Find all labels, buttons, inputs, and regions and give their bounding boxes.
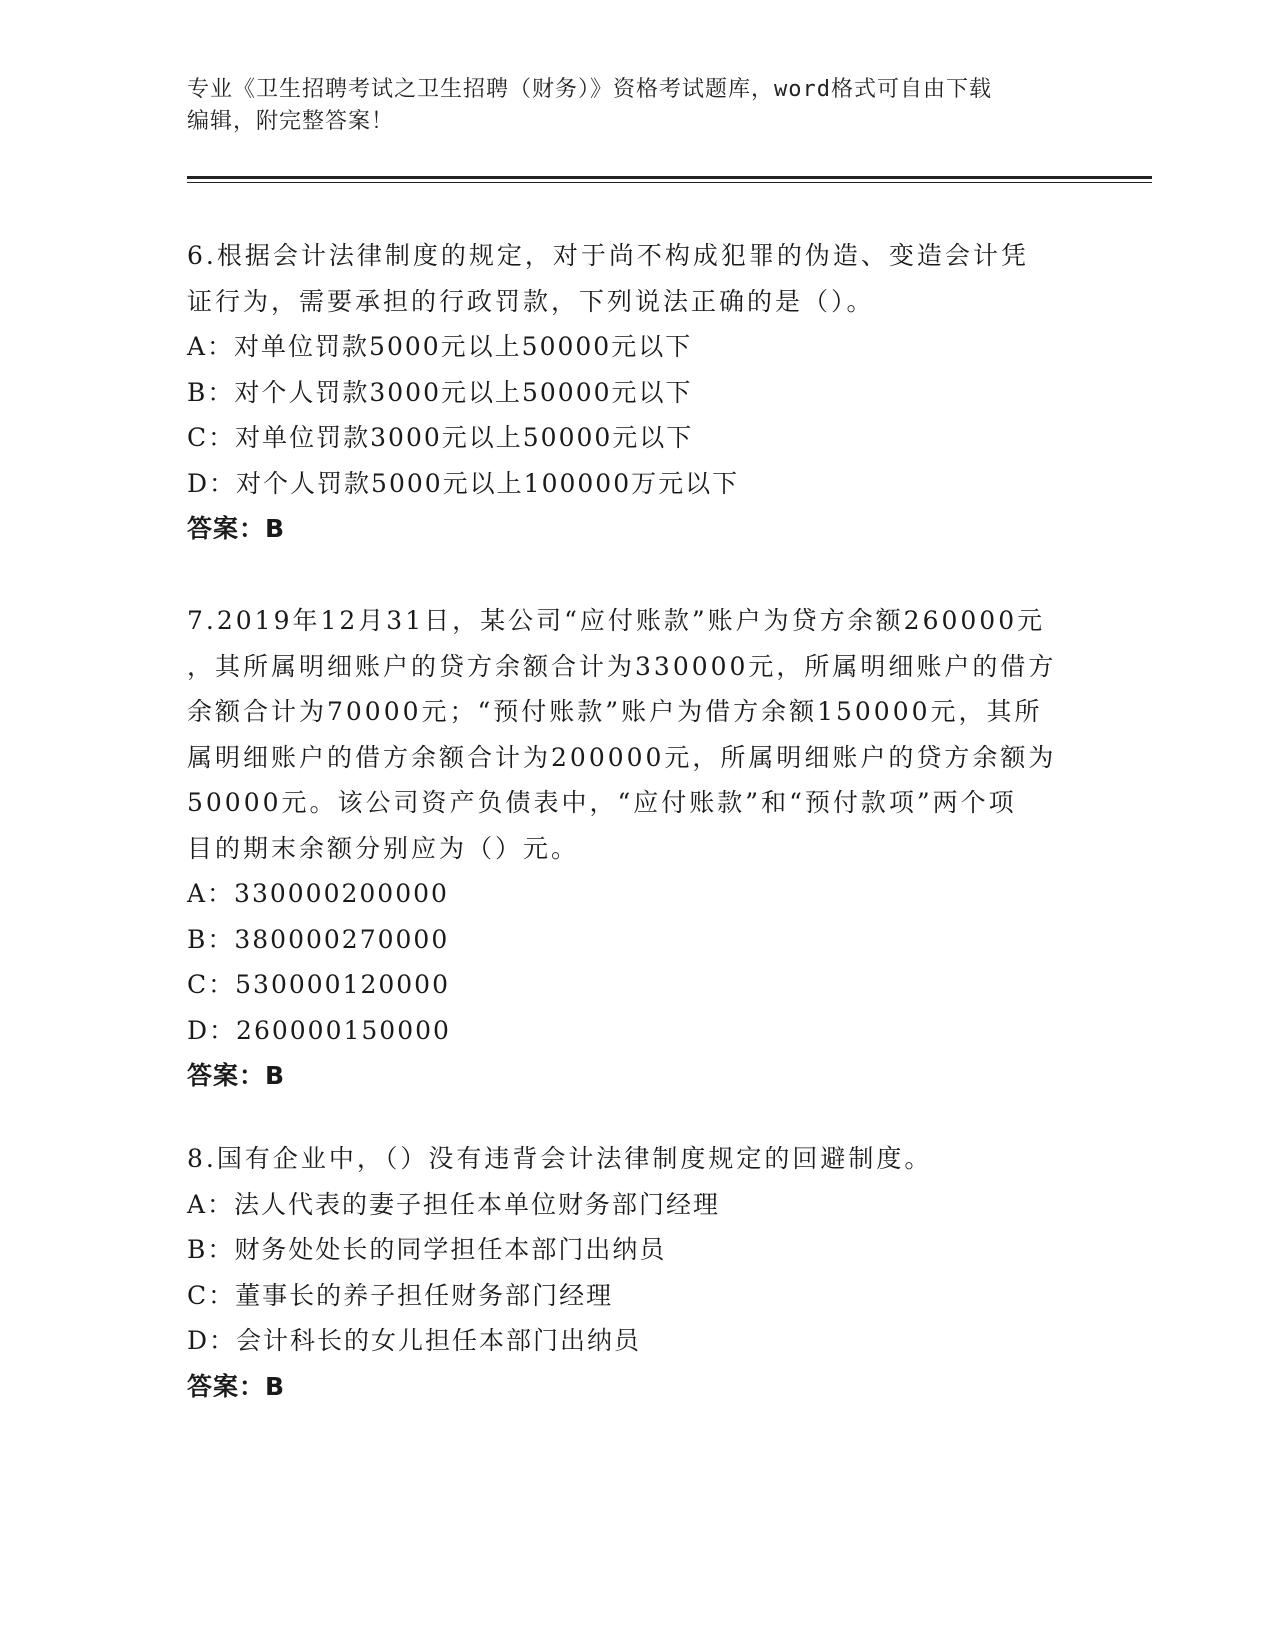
question-stem-line: 属明细账户的借方余额合计为200000元，所属明细账户的贷方余额为 xyxy=(187,742,1057,772)
question-stem-line: 目的期末余额分别应为（）元。 xyxy=(187,833,580,863)
header-divider-thick xyxy=(187,176,1152,179)
question-8 xyxy=(187,1136,1087,1409)
answer-label: 答案：B xyxy=(187,1371,286,1401)
option-d: D：260000150000 xyxy=(187,1015,451,1045)
header-divider-thin xyxy=(187,182,1152,183)
document-header xyxy=(187,74,1087,138)
option-b: B：财务处处长的同学担任本部门出纳员 xyxy=(187,1235,667,1264)
option-c: C：对单位罚款3000元以上50000元以下 xyxy=(187,423,694,452)
option-b: B：对个人罚款3000元以上50000元以下 xyxy=(187,377,693,407)
option-a: A：330000200000 xyxy=(187,879,449,908)
answer-label: 答案：B xyxy=(187,514,286,543)
question-stem-line: 证行为，需要承担的行政罚款，下列说法正确的是（）。 xyxy=(187,286,875,316)
question-6 xyxy=(187,233,1087,552)
question-stem-line: 8.国有企业中，（）没有违背会计法律制度规定的回避制度。 xyxy=(187,1144,933,1173)
question-stem-line: 7.2019年12月31日，某公司“应付账款”账户为贷方余额260000元 xyxy=(187,606,1046,635)
option-d: D：会计科长的女儿担任本部门出纳员 xyxy=(187,1326,642,1355)
option-d: D：对个人罚款5000元以上100000万元以下 xyxy=(187,468,740,498)
option-c: C：董事长的养子担任财务部门经理 xyxy=(187,1280,614,1310)
option-c: C：530000120000 xyxy=(187,970,450,999)
header-line-2: 编辑，附完整答案！ xyxy=(187,109,395,134)
header-line-1: 专业《卫生招聘考试之卫生招聘（财务）》资格考试题库，word格式可自由下载 xyxy=(187,77,992,102)
option-b: B：380000270000 xyxy=(187,924,450,954)
option-a: A：对单位罚款5000元以上50000元以下 xyxy=(187,332,693,361)
question-stem-line: ，其所属明细账户的贷方余额合计为330000元，所属明细账户的借方 xyxy=(187,651,1057,681)
question-7 xyxy=(187,598,1087,1099)
answer-label: 答案：B xyxy=(187,1061,286,1090)
question-stem-line: 50000元。该公司资产负债表中，“应付账款”和“预付款项”两个项 xyxy=(187,788,1017,817)
question-stem-line: 余额合计为70000元；“预付账款”账户为借方余额150000元，其所 xyxy=(187,697,1043,726)
question-stem-line: 6.根据会计法律制度的规定，对于尚不构成犯罪的伪造、变造会计凭 xyxy=(187,241,1029,270)
option-a: A：法人代表的妻子担任本单位财务部门经理 xyxy=(187,1189,721,1219)
